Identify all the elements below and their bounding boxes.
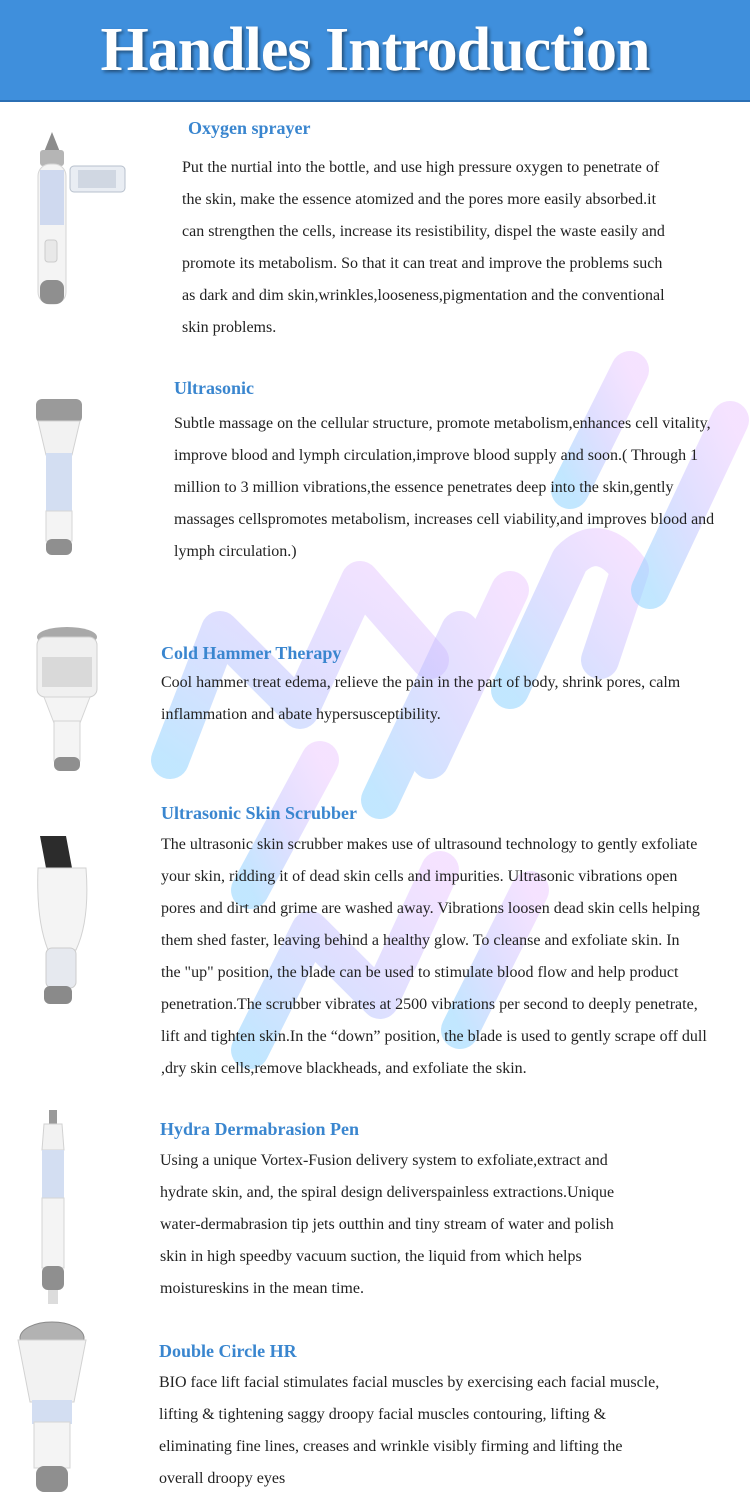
page-title: Handles Introduction: [100, 16, 650, 84]
section-body: The ultrasonic skin scrubber makes use of ultrasound technology to gently exfoliate your skin, ridding it of dead skin cells and impurities. Ultrasonic vibrations open pores and dirt and grime are washed away. Vibrations loosen dead skin cells helping them shed faster, leaving behind a healthy glow. To cleanse and exfoliate skin. In the "up" position, the blade can be used to stimulate blood flow and help product penetration.The scrubber vibrates at 2500 vibrations per second to deeply penetrate, lift and tighten skin.In the “down” position, the blade is used to gently scrape off dull ,dry skin cells,remove blackheads, and exfoliate the skin.: [161, 836, 707, 1077]
section-title: Oxygen sprayer: [188, 118, 311, 138]
section-cold-hammer: [161, 641, 680, 731]
section-double-circle: [159, 1339, 659, 1495]
section-title: Double Circle HR: [159, 1341, 297, 1361]
oxygen-sprayer-handle-image: [30, 130, 140, 320]
ultrasonic-handle-image: [30, 395, 90, 560]
hydra-pen-handle-image: [34, 1110, 74, 1305]
section-body: Using a unique Vortex-Fusion delivery system to exfoliate,extract and hydrate skin, and, the spiral design deliverspainless extractions.Unique water-dermabrasion tip jets outthin and tiny stream of water and polish skin in high speedby vacuum suction, the liquid from which helps moistureskins in the mean time.: [160, 1152, 615, 1297]
skin-scrubber-handle-image: [28, 830, 98, 1010]
section-body: Put the nurtial into the bottle, and use high pressure oxygen to penetrate of the skin, make the essence atomized and the pores more easily absorbed.it can strengthen the cells, increase its resistibility, dispel the waste easily and promote its metabolism. So that it can treat and improve the problems such as dark and dim skin,wrinkles,looseness,pigmentation and the conventional skin problems.: [182, 159, 665, 336]
section-oxygen-sprayer: [182, 116, 665, 344]
header-banner: [0, 0, 750, 102]
section-title: Cold Hammer Therapy: [161, 643, 342, 663]
section-body: Subtle massage on the cellular structure, promote metabolism,enhances cell vitality, improve blood and lymph circulation,improve blood supply and soon.( Through 1 million to 3 million vibrations,the essence penetrates deep into the skin,gently massages cellspromotes metabolism, increases cell viability,and improves blood and lymph circulation.): [174, 415, 715, 560]
section-title: Ultrasonic Skin Scrubber: [161, 803, 358, 823]
section-ultrasonic: [174, 376, 714, 568]
section-skin-scrubber: [161, 801, 707, 1085]
section-body: BIO face lift facial stimulates facial muscles by exercising each facial muscle, lifting & tightening saggy droopy facial muscles contouring, lifting & eliminating fine lines, creases and wrinkle visibly firming and lifting the overall droopy eyes: [159, 1374, 660, 1487]
section-body: Cool hammer treat edema, relieve the pain in the part of body, shrink pores, calm inflammation and abate hypersusceptibility.: [161, 674, 681, 723]
double-circle-handle-image: [10, 1318, 95, 1498]
section-hydra-pen: [160, 1117, 614, 1305]
section-title: Ultrasonic: [174, 378, 254, 398]
section-title: Hydra Dermabrasion Pen: [160, 1119, 359, 1139]
cold-hammer-handle-image: [30, 625, 105, 775]
